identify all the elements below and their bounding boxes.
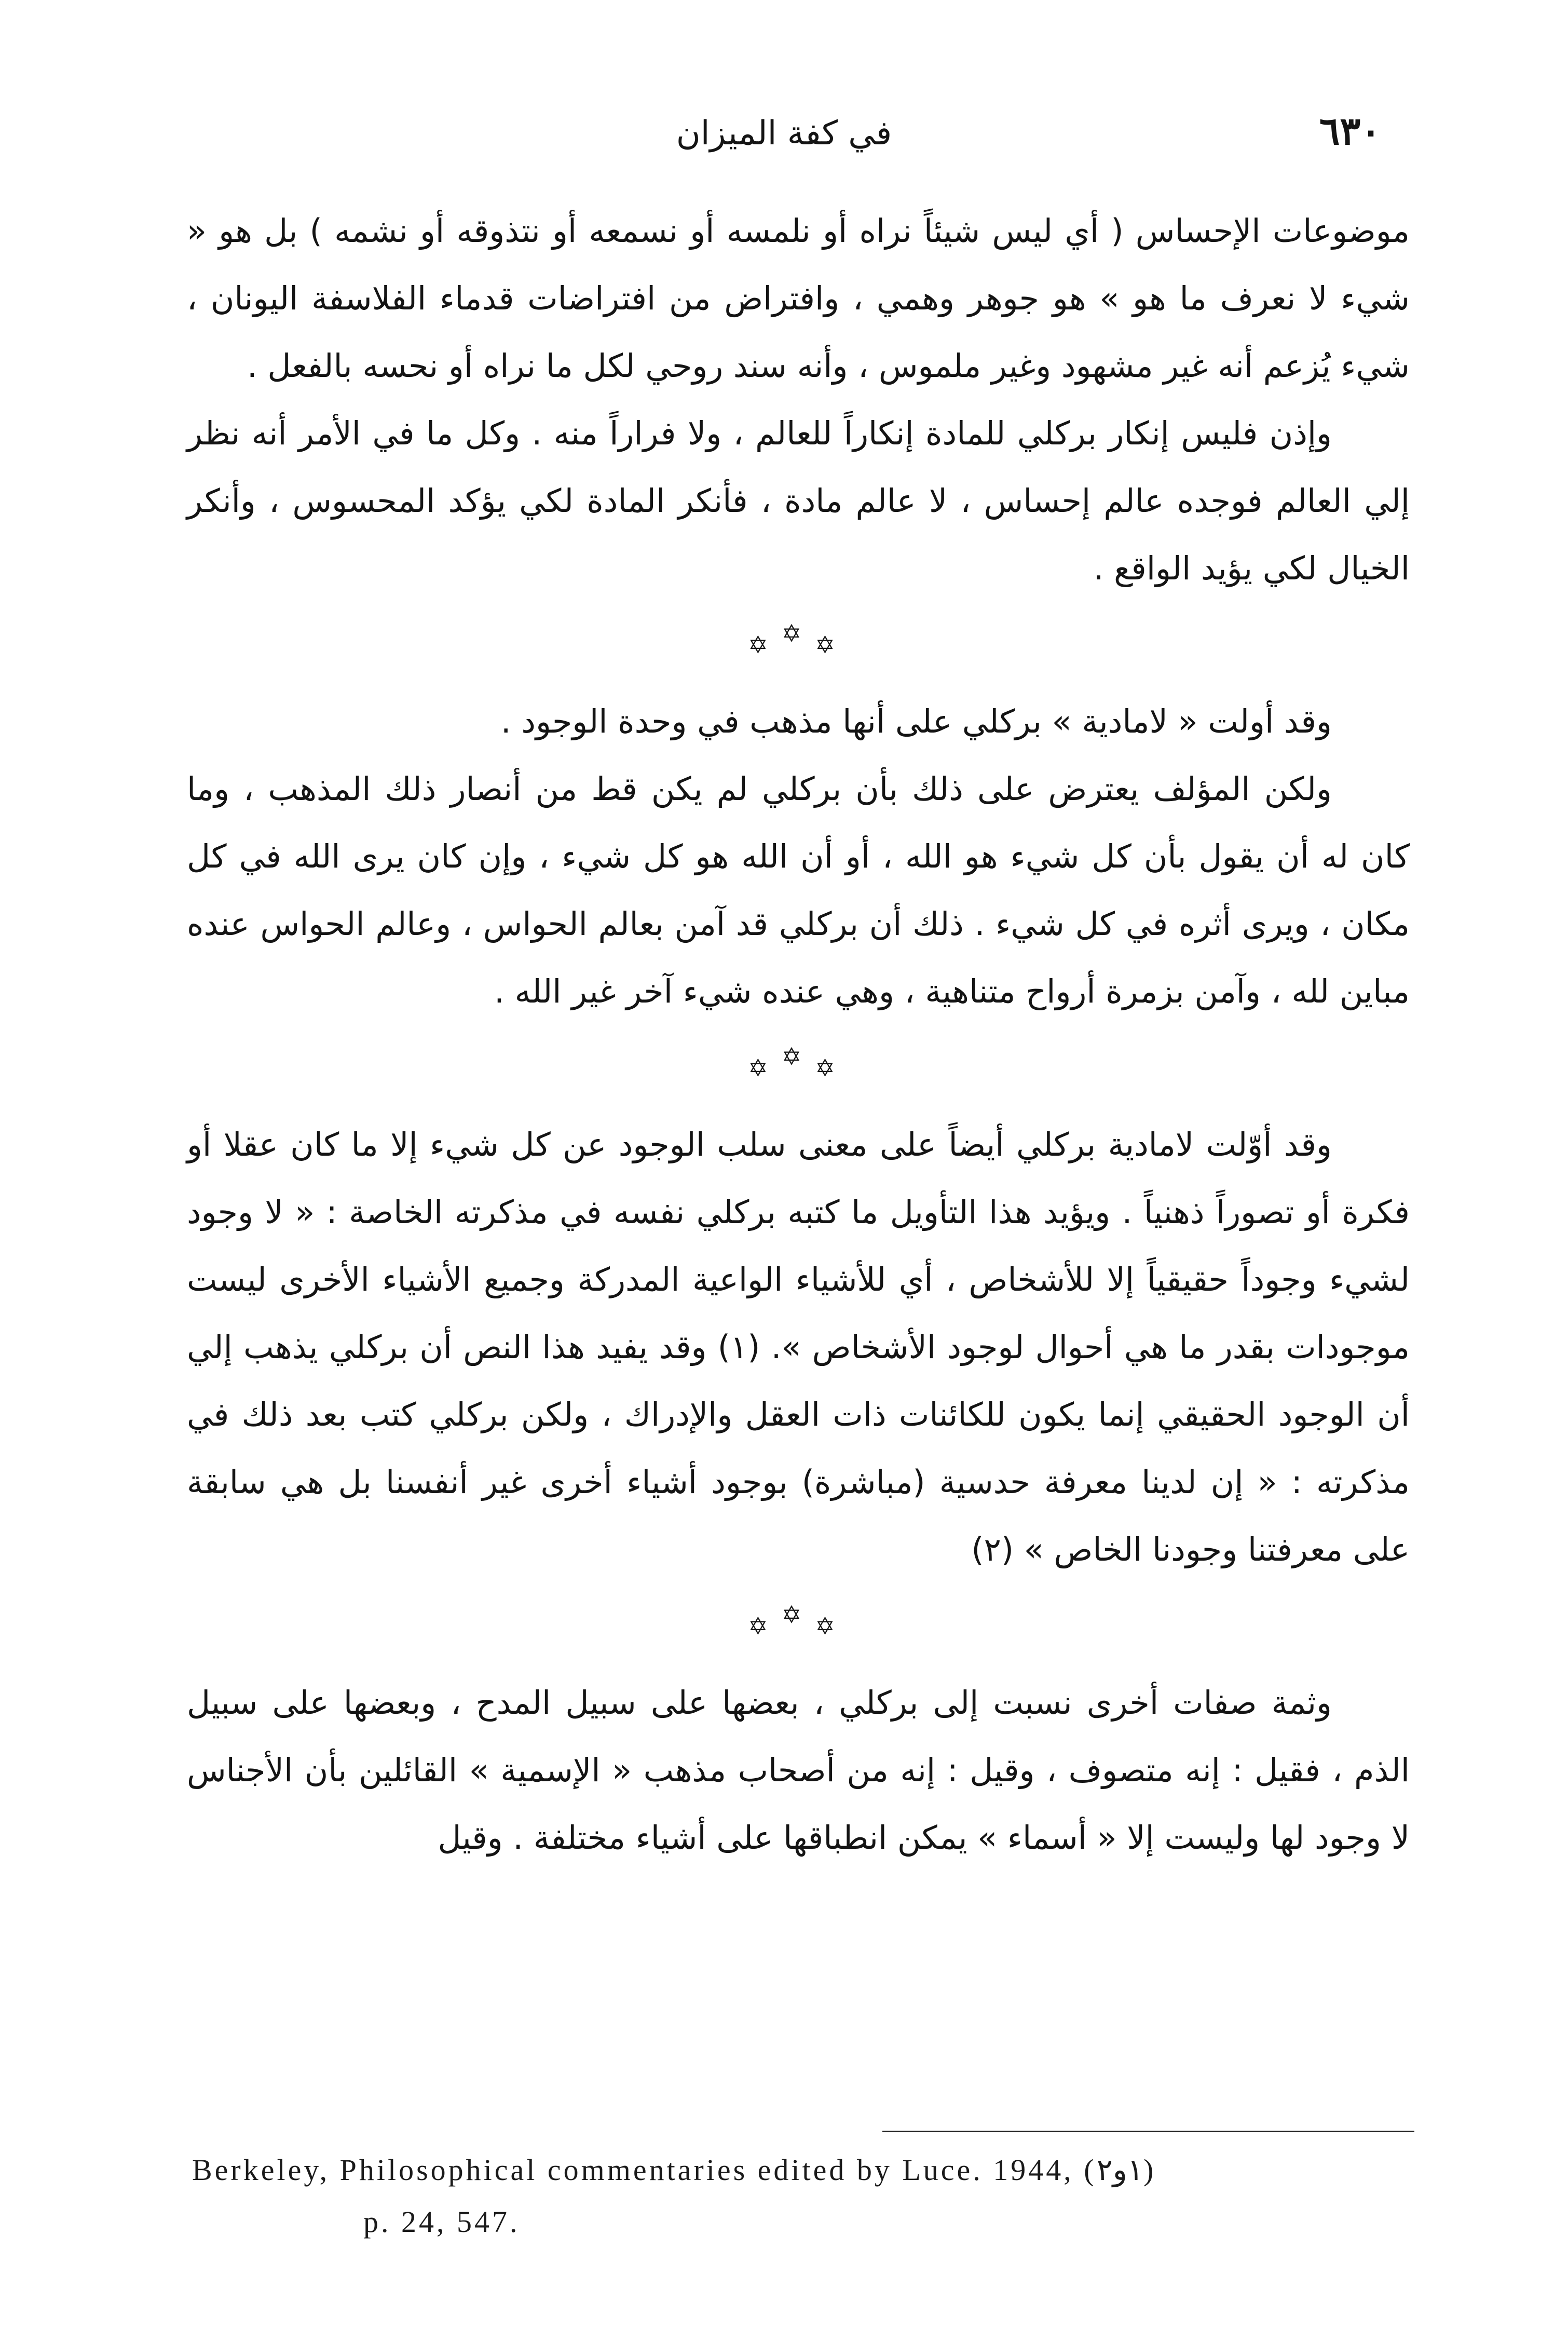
star-icon: ✡: [748, 631, 782, 659]
body-text: [187, 197, 1410, 1872]
running-title: في كفة الميزان: [676, 114, 892, 153]
star-icon: ✡: [815, 1054, 849, 1082]
star-icon: ✡: [815, 631, 849, 659]
paragraph-5: وقد أوّلت لامادية بركلي أيضاً على معنى سلب الوجود عن كل شيء إلا ما كان عقلا أو فكرة أو تصوراً ذهنياً . ويؤيد هذا التأويل ما كتبه بركلي نفسه في مذكرته الخاصة : « لا وجود لشيء وجوداً حقيقياً إلا للأشخاص ، أي للأشياء الواعية المدركة وجميع الأشياء الأخرى ليست موجودات بقدر ما هي أحوال لوجود الأشخاص ». (١) وقد يفيد هذا النص أن بركلي يذهب إلي أن الوجود الحقيقي إنما يكون للكائنات ذات العقل والإدراك ، ولكن بركلي كتب بعد ذلك في مذكرته : « إن لدينا معرفة حدسية (مباشرة) بوجود أشياء أخرى غير أنفسنا بل هي سابقة على معرفتنا وجودنا الخاص » (٢): [187, 1126, 1410, 1568]
paragraph-4: ولكن المؤلف يعترض على ذلك بأن بركلي لم يكن قط من أنصار ذلك المذهب ، وما كان له أن يقول بأن كل شيء هو الله ، أو أن الله هو كل شيء ، وإن كان يرى الله في كل مكان ، ويرى أثره في كل شيء . ذلك أن بركلي قد آمن بعالم الحواس ، وعالم الحواس عنده مباين لله ، وآمن بزمرة أرواح متناهية ، وهي عنده شيء آخر غير الله .: [187, 770, 1410, 1010]
paragraph-1: موضوعات الإحساس ( أي ليس شيئاً نراه أو نلمسه أو نسمعه أو نتذوقه أو نشمه ) بل هو « شيء لا نعرف ما هو » هو جوهر وهمي ، وافتراض من افتراضات قدماء الفلاسفة اليونان ، شيء يُزعم أنه غير مشهود وغير ملموس ، وأنه سند روحي لكل ما نراه أو نحسه بالفعل .: [187, 212, 1410, 385]
footnote-line-1: Berkeley, Philosophical commentaries edited by Luce. 1944, (١و٢): [192, 2153, 1156, 2187]
star-icon: ✡: [748, 1612, 782, 1640]
paragraph-6: وثمة صفات أخرى نسبت إلى بركلي ، بعضها على سبيل المدح ، وبعضها على سبيل الذم ، فقيل : إنه متصوف ، وقيل : إنه من أصحاب مذهب « الإسمية » القائلين بأن الأجناس لا وجود لها وليست إلا « أسماء » يمكن انطباقها على أشياء مختلفة . وقيل: [187, 1684, 1410, 1857]
paragraph-3: وقد أولت « لامادية » بركلي على أنها مذهب في وحدة الوجود .: [500, 702, 1332, 740]
star-icon: ✡: [781, 619, 815, 647]
footnote-divider: [882, 2131, 1414, 2132]
page-header: [187, 109, 1381, 166]
paragraph-2: وإذن فليس إنكار بركلي للمادة إنكاراً للعالم ، ولا فراراً منه . وكل ما في الأمر أنه نظر إلي العالم فوجده عالم إحساس ، لا عالم مادة ، فأنكر المادة لكي يؤكد المحسوس ، وأنكر الخيال لكي يؤيد الواقع .: [187, 414, 1410, 587]
footnote: [192, 2144, 1438, 2248]
section-separator-2: [187, 1025, 1410, 1111]
star-icon: ✡: [781, 1601, 815, 1629]
page-number: ٦٣٠: [1319, 109, 1381, 154]
star-icon: ✡: [815, 1612, 849, 1640]
footnote-line-2: p. 24, 547.: [363, 2205, 520, 2239]
star-icon: ✡: [781, 1042, 815, 1071]
section-separator-3: [187, 1583, 1410, 1669]
star-icon: ✡: [748, 1054, 782, 1082]
section-separator-1: [187, 602, 1410, 688]
